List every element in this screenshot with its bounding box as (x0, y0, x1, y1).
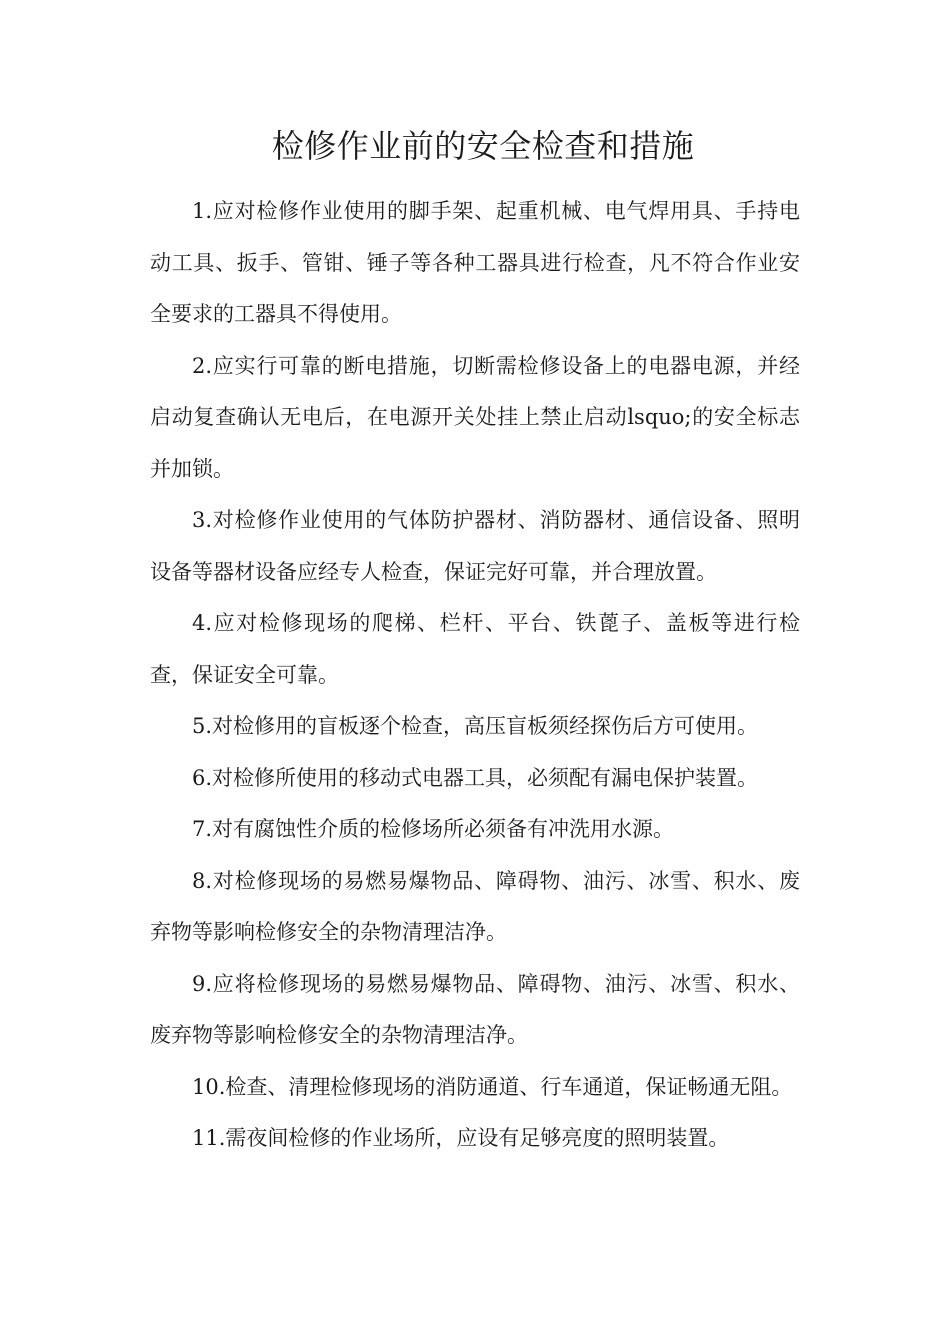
paragraph-4: 4.应对检修现场的爬梯、栏杆、平台、铁蓖子、盖板等进行检查，保证安全可靠。 (150, 611, 800, 687)
paragraph-7: 7.对有腐蚀性介质的检修场所必须备有冲洗用水源。 (192, 817, 675, 841)
paragraph-9: 9.应将检修现场的易燃易爆物品、障碍物、油污、冰雪、积水、废弃物等影响检修安全的杂物清理洁净。 (150, 971, 800, 1047)
paragraph-10: 10.检查、清理检修现场的消防通道、行车通道，保证畅通无阻。 (192, 1074, 793, 1099)
paragraph-8: 8.对检修现场的易燃易爆物品、障碍物、油污、冰雪、积水、废弃物等影响检修安全的杂物清理洁净。 (150, 868, 800, 944)
paragraph-1: 1.应对检修作业使用的脚手架、起重机械、电气焊用具、手持电动工具、扳手、管钳、锤子等各种工器具进行检查，凡不符合作业安全要求的工器具不得使用。 (150, 199, 800, 326)
document-title: 检修作业前的安全检查和措施 (271, 127, 695, 165)
paragraph-6: 6.对检修所使用的移动式电器工具，必须配有漏电保护装置。 (192, 765, 759, 790)
paragraph-11: 11.需夜间检修的作业场所，应设有足够亮度的照明装置。 (192, 1126, 730, 1150)
paragraph-2: 2.应实行可靠的断电措施，切断需检修设备上的电器电源，并经启动复查确认无电后，在电源开关处挂上禁止启动lsquo;的安全标志并加锁。 (150, 353, 800, 481)
paragraph-5: 5.对检修用的盲板逐个检查，高压盲板须经探伤后方可使用。 (192, 714, 759, 738)
paragraph-3: 3.对检修作业使用的气体防护器材、消防器材、通信设备、照明设备等器材设备应经专人检查，保证完好可靠，并合理放置。 (150, 508, 800, 584)
